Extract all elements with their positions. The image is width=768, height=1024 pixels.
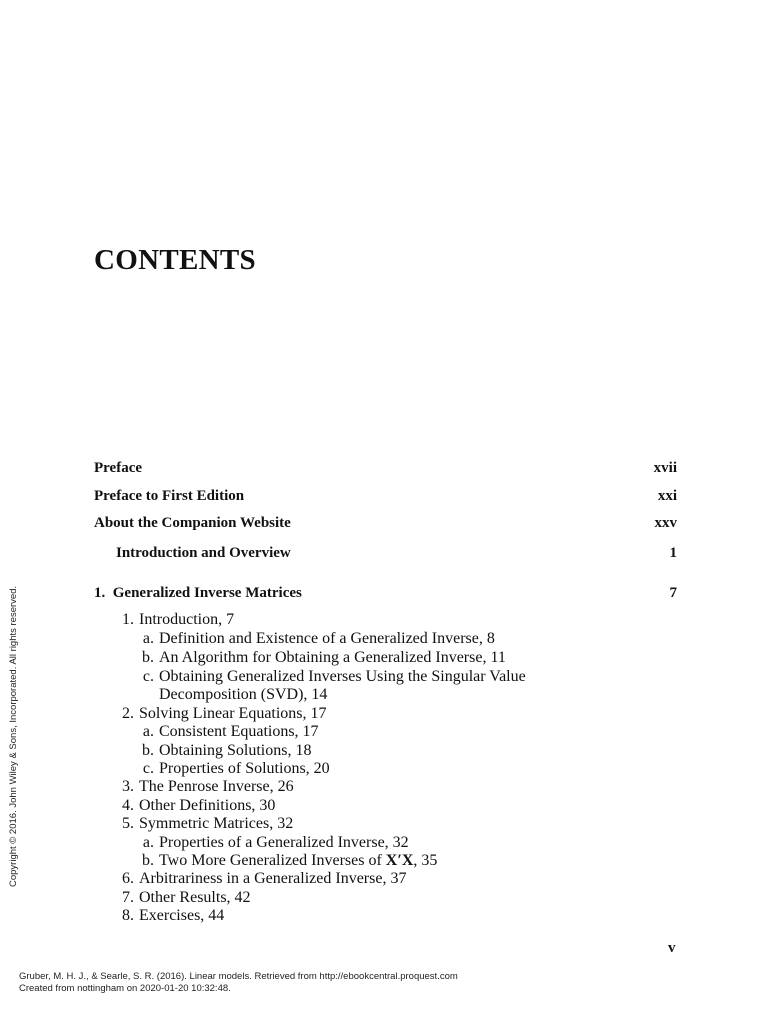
toc-subsection-continuation[interactable] [159, 686, 327, 704]
subsection-letter: a. [142, 630, 154, 647]
subsection-letter: b. [142, 649, 154, 666]
toc-entry-introduction-overview[interactable]: Introduction and Overview [116, 545, 291, 561]
section-text: Introduction, 7 [139, 611, 235, 628]
toc-entry-preface[interactable]: Preface [94, 460, 143, 476]
toc-subsection[interactable] [137, 723, 319, 741]
section-text: Arbitrariness in a Generalized Inverse, 37 [139, 870, 407, 887]
subsection-letter: b. [142, 742, 154, 759]
toc-section[interactable] [112, 907, 224, 925]
subsection-text: Properties of Solutions, 20 [159, 760, 330, 777]
subsection-letter: a. [142, 723, 154, 740]
section-text: Exercises, 44 [139, 907, 225, 924]
toc-entry-preface-first-edition[interactable]: Preface to First Edition [94, 488, 245, 504]
section-text: Solving Linear Equations, 17 [139, 705, 327, 722]
toc-section[interactable] [112, 889, 251, 907]
toc-section[interactable] [112, 870, 406, 888]
toc-page-introduction-overview: 1 [669, 545, 677, 561]
section-number: 8. [122, 907, 134, 924]
subsection-text: An Algorithm for Obtaining a Generalized Inverse, 11 [159, 649, 506, 666]
section-text: Other Definitions, 30 [139, 797, 276, 814]
subsection-letter: c. [142, 668, 154, 685]
toc-subsection[interactable] [137, 852, 437, 870]
side-copyright: Copyright © 2016. John Wiley & Sons, Incorporated. All rights reserved. [8, 585, 19, 887]
subsection-text: Obtaining Generalized Inverses Using the Singular Value [159, 668, 526, 685]
toc-page-preface: xvii [653, 460, 677, 476]
section-number: 4. [122, 797, 134, 814]
toc-page-chapter-1: 7 [669, 585, 677, 601]
toc-subsection[interactable] [137, 760, 330, 778]
chapter-title: Generalized Inverse Matrices [112, 585, 302, 601]
section-text: The Penrose Inverse, 26 [139, 778, 294, 795]
toc-subsection[interactable] [137, 668, 526, 686]
subsection-text: Consistent Equations, 17 [159, 723, 319, 740]
subsection-letter: c. [142, 760, 154, 777]
toc-section[interactable] [112, 778, 294, 796]
toc-subsection[interactable] [137, 649, 506, 667]
subsection-text: Obtaining Solutions, 18 [159, 742, 312, 759]
subsection-text: Two More Generalized Inverses of [159, 852, 386, 869]
toc-section[interactable] [112, 611, 234, 629]
subsection-letter: a. [142, 834, 154, 851]
section-number: 5. [122, 815, 134, 832]
toc-section[interactable] [112, 815, 293, 833]
subsection-page: , 35 [413, 852, 438, 869]
matrix-symbol: X′X [385, 852, 414, 869]
toc-section[interactable] [112, 797, 275, 815]
page-title: CONTENTS [94, 244, 256, 276]
section-text: Symmetric Matrices, 32 [139, 815, 294, 832]
toc-page-companion-website: xxv [654, 515, 677, 531]
section-text: Other Results, 42 [139, 889, 251, 906]
subsection-text: Definition and Existence of a Generalized Inverse, 8 [159, 630, 495, 647]
footer-created: Created from nottingham on 2020-01-20 10:32:48. [19, 983, 231, 994]
section-number: 6. [122, 870, 134, 887]
toc-section[interactable] [112, 705, 327, 723]
toc-subsection[interactable] [137, 630, 495, 648]
subsection-text: Properties of a Generalized Inverse, 32 [159, 834, 409, 851]
section-number: 1. [122, 611, 134, 628]
toc-subsection[interactable] [137, 742, 311, 760]
section-number: 7. [122, 889, 134, 906]
subsection-letter: b. [142, 852, 154, 869]
section-number: 2. [122, 705, 134, 722]
chapter-number: 1. [94, 585, 106, 601]
footer-citation: Gruber, M. H. J., & Searle, S. R. (2016). Linear models. Retrieved from http://ebookcentral.proquest.com [19, 971, 458, 982]
subsection-text: Decomposition (SVD), 14 [159, 686, 328, 703]
toc-subsection[interactable] [137, 834, 409, 852]
page-folio: v [668, 940, 676, 956]
toc-entry-companion-website[interactable]: About the Companion Website [94, 515, 291, 531]
section-number: 3. [122, 778, 134, 795]
toc-chapter-1[interactable] [94, 585, 302, 602]
toc-page-preface-first-edition: xxi [657, 488, 677, 504]
